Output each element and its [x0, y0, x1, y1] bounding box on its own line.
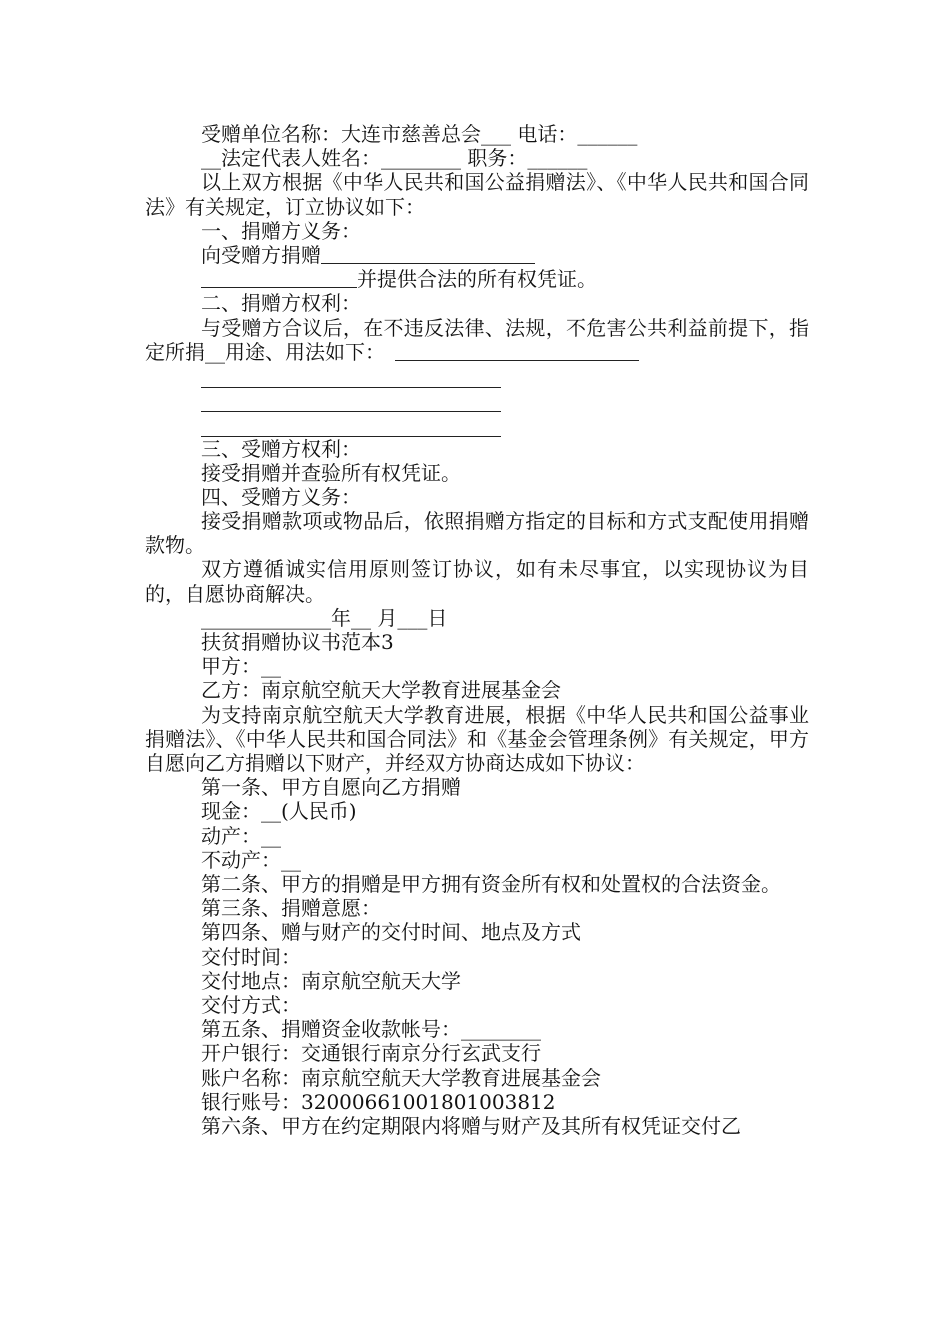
article-6-line: 第六条、甲方在约定期限内将赠与财产及其所有权凭证交付乙 — [201, 1113, 741, 1138]
party-b-line: 乙方：南京航空航天大学教育进展基金会 — [201, 678, 561, 703]
legal-representative-line: __法定代表人姓名：________ 职务：______ — [201, 146, 588, 171]
donate-to-recipient-text: 向受赠方捐赠 — [201, 242, 321, 267]
donate-to-recipient-line — [145, 243, 809, 267]
delivery-method-line: 交付方式： — [201, 992, 301, 1017]
article-1-heading: 第一条、甲方自愿向乙方捐赠 — [201, 775, 461, 800]
blank-line-2 — [201, 388, 501, 412]
recipient-obligations-heading: 四、受赠方义务： — [201, 484, 361, 509]
blank-underline — [395, 340, 639, 361]
real-estate-line: 不动产：__ — [201, 847, 301, 872]
blank-line-3 — [201, 412, 501, 436]
template-3-title: 扶贫捐赠协议书范本3 — [201, 630, 394, 655]
account-number-line: 银行账号：32000661001801003812 — [201, 1089, 556, 1114]
article-2-paragraph: 第二条、甲方的捐赠是甲方拥有资金所有权和处置权的合法资金。 — [201, 871, 781, 896]
cash-line: 现金：__(人民币) — [201, 799, 357, 824]
party-a-line: 甲方：__ — [201, 654, 281, 679]
donor-rights-heading: 二、捐赠方权利： — [201, 291, 361, 316]
legal-basis-paragraph: 以上双方根据《中华人民共和国公益捐赠法》、《中华人民共和国合同法》有关规定，订立协议如下： — [145, 170, 809, 219]
article-3-heading: 第三条、捐赠意愿： — [201, 896, 381, 921]
bank-line: 开户银行：交通银行南京分行玄武支行 — [201, 1041, 541, 1066]
donor-rights-paragraph — [145, 316, 809, 364]
recipient-rights-heading: 三、受赠方权利： — [201, 436, 361, 461]
recipient-name-line: 受赠单位名称：大连市慈善总会___ 电话：______ — [201, 122, 638, 146]
delivery-time-line: 交付时间： — [201, 944, 301, 969]
blank-underline — [201, 267, 357, 288]
document-page — [145, 122, 809, 1138]
account-name-line: 账户名称：南京航空航天大学教育进展基金会 — [201, 1065, 601, 1090]
article-4-heading: 第四条、赠与财产的交付时间、地点及方式 — [201, 920, 581, 945]
ownership-certificate-line — [145, 267, 809, 291]
date-line: _____________年__ 月___日 — [201, 605, 448, 630]
blank-line-1 — [201, 364, 501, 388]
purpose-paragraph: 为支持南京航空航天大学教育进展，根据《中华人民共和国公益事业捐赠法》、《中华人民共和国合同法》和《基金会管理条例》有关规定，甲方自愿向乙方捐赠以下财产，并经双方协商达成如下协议： — [145, 702, 809, 776]
recipient-obligations-paragraph: 接受捐赠款项或物品后，依照捐赠方指定的目标和方式支配使用捐赠款物。 — [145, 509, 809, 558]
delivery-place-line: 交付地点：南京航空航天大学 — [201, 968, 461, 993]
good-faith-paragraph: 双方遵循诚实信用原则签订协议，如有未尽事宜，以实现协议为目的，自愿协商解决。 — [145, 557, 809, 606]
recipient-rights-text: 接受捐赠并查验所有权凭证。 — [201, 460, 461, 485]
article-5-heading: 第五条、捐赠资金收款帐号：________ — [201, 1017, 541, 1042]
donor-rights-text: 与受赠方合议后，在不违反法律、法规，不危害公共利益前提下，指定所捐__用途、用法如下： — [145, 315, 809, 364]
donor-obligations-heading: 一、捐赠方义务： — [201, 218, 361, 243]
blank-underline — [321, 243, 535, 264]
ownership-certificate-text: 并提供合法的所有权凭证。 — [357, 267, 597, 292]
movable-property-line: 动产：__ — [201, 823, 281, 848]
